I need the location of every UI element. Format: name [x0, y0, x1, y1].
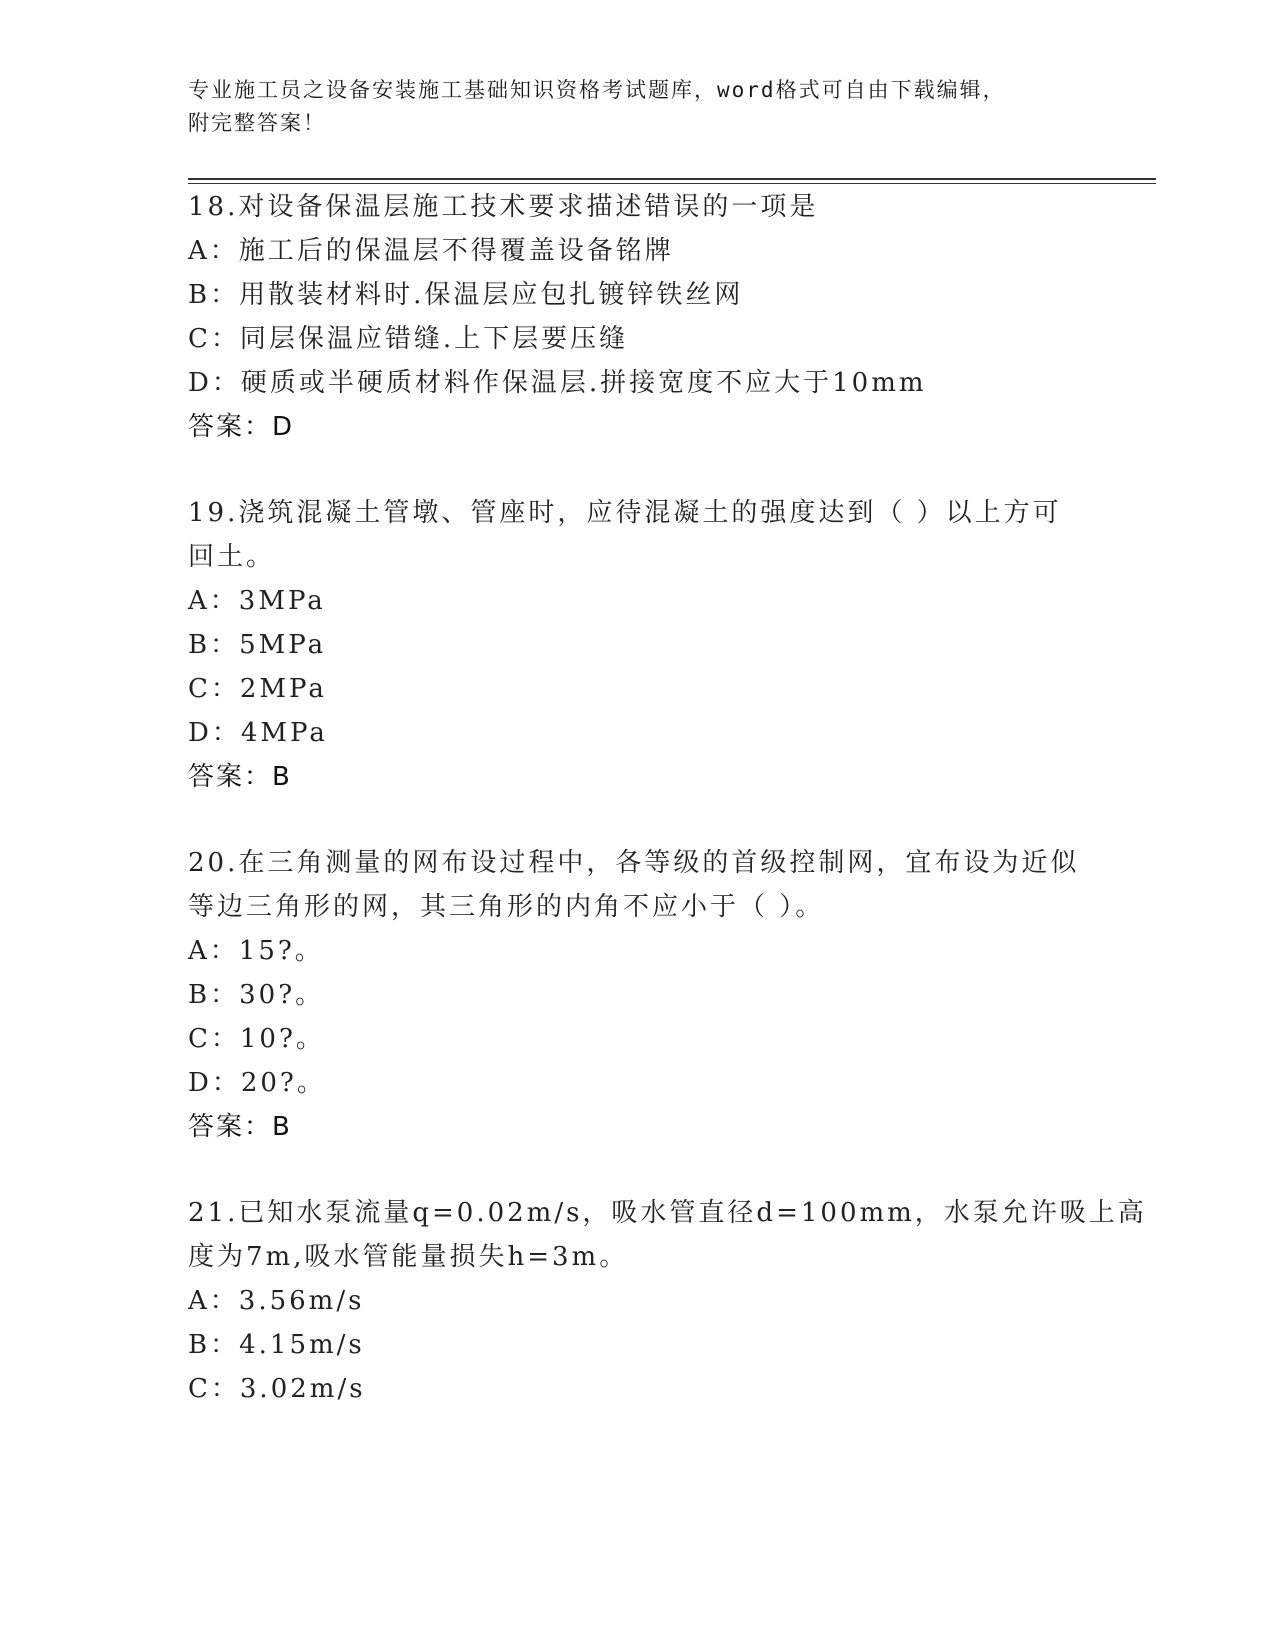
question-stem: 20.在三角测量的网布设过程中，各等级的首级控制网，宜布设为近似: [188, 848, 1080, 878]
question-stem: 度为7m,吸水管能量损失h=3m。: [188, 1242, 629, 1272]
option: B：5MPa: [188, 630, 327, 660]
header-line: 附完整答案！: [188, 111, 326, 135]
option: C：2MPa: [188, 674, 327, 704]
answer: 答案：D: [188, 412, 295, 442]
option: A：3.56m/s: [188, 1286, 365, 1316]
option: B：4.15m/s: [188, 1330, 365, 1360]
option: B：30?。: [188, 980, 325, 1010]
question-stem: 等边三角形的网，其三角形的内角不应小于（ ）。: [188, 892, 825, 922]
question-stem: 18.对设备保温层施工技术要求描述错误的一项是: [188, 192, 819, 222]
option: B：用散装材料时.保温层应包扎镀锌铁丝网: [188, 280, 744, 310]
question-stem: 回土。: [188, 542, 276, 572]
option: A：15?。: [188, 936, 324, 966]
header-divider: [188, 183, 1156, 184]
document-header: [188, 74, 1068, 140]
option: A：施工后的保温层不得覆盖设备铭牌: [188, 236, 674, 266]
option: C：10?。: [188, 1024, 325, 1054]
question-stem: 21.已知水泵流量q=0.02m/s，吸水管直径d=100mm，水泵允许吸上高: [188, 1198, 1147, 1228]
question-stem: 19.浇筑混凝土管墩、管座时，应待混凝土的强度达到（ ）以上方可: [188, 498, 1062, 528]
option: D：硬质或半硬质材料作保温层.拼接宽度不应大于10mm: [188, 368, 927, 398]
option: D：20?。: [188, 1068, 326, 1098]
option: C：同层保温应错缝.上下层要压缝: [188, 324, 629, 354]
option: D：4MPa: [188, 718, 328, 748]
header-line: 专业施工员之设备安装施工基础知识资格考试题库，word格式可自由下载编辑，: [188, 78, 1006, 102]
answer: 答案：B: [188, 1112, 292, 1142]
option: A：3MPa: [188, 586, 326, 616]
header-divider: [188, 178, 1156, 180]
option: C：3.02m/s: [188, 1374, 366, 1404]
answer: 答案：B: [188, 762, 292, 792]
